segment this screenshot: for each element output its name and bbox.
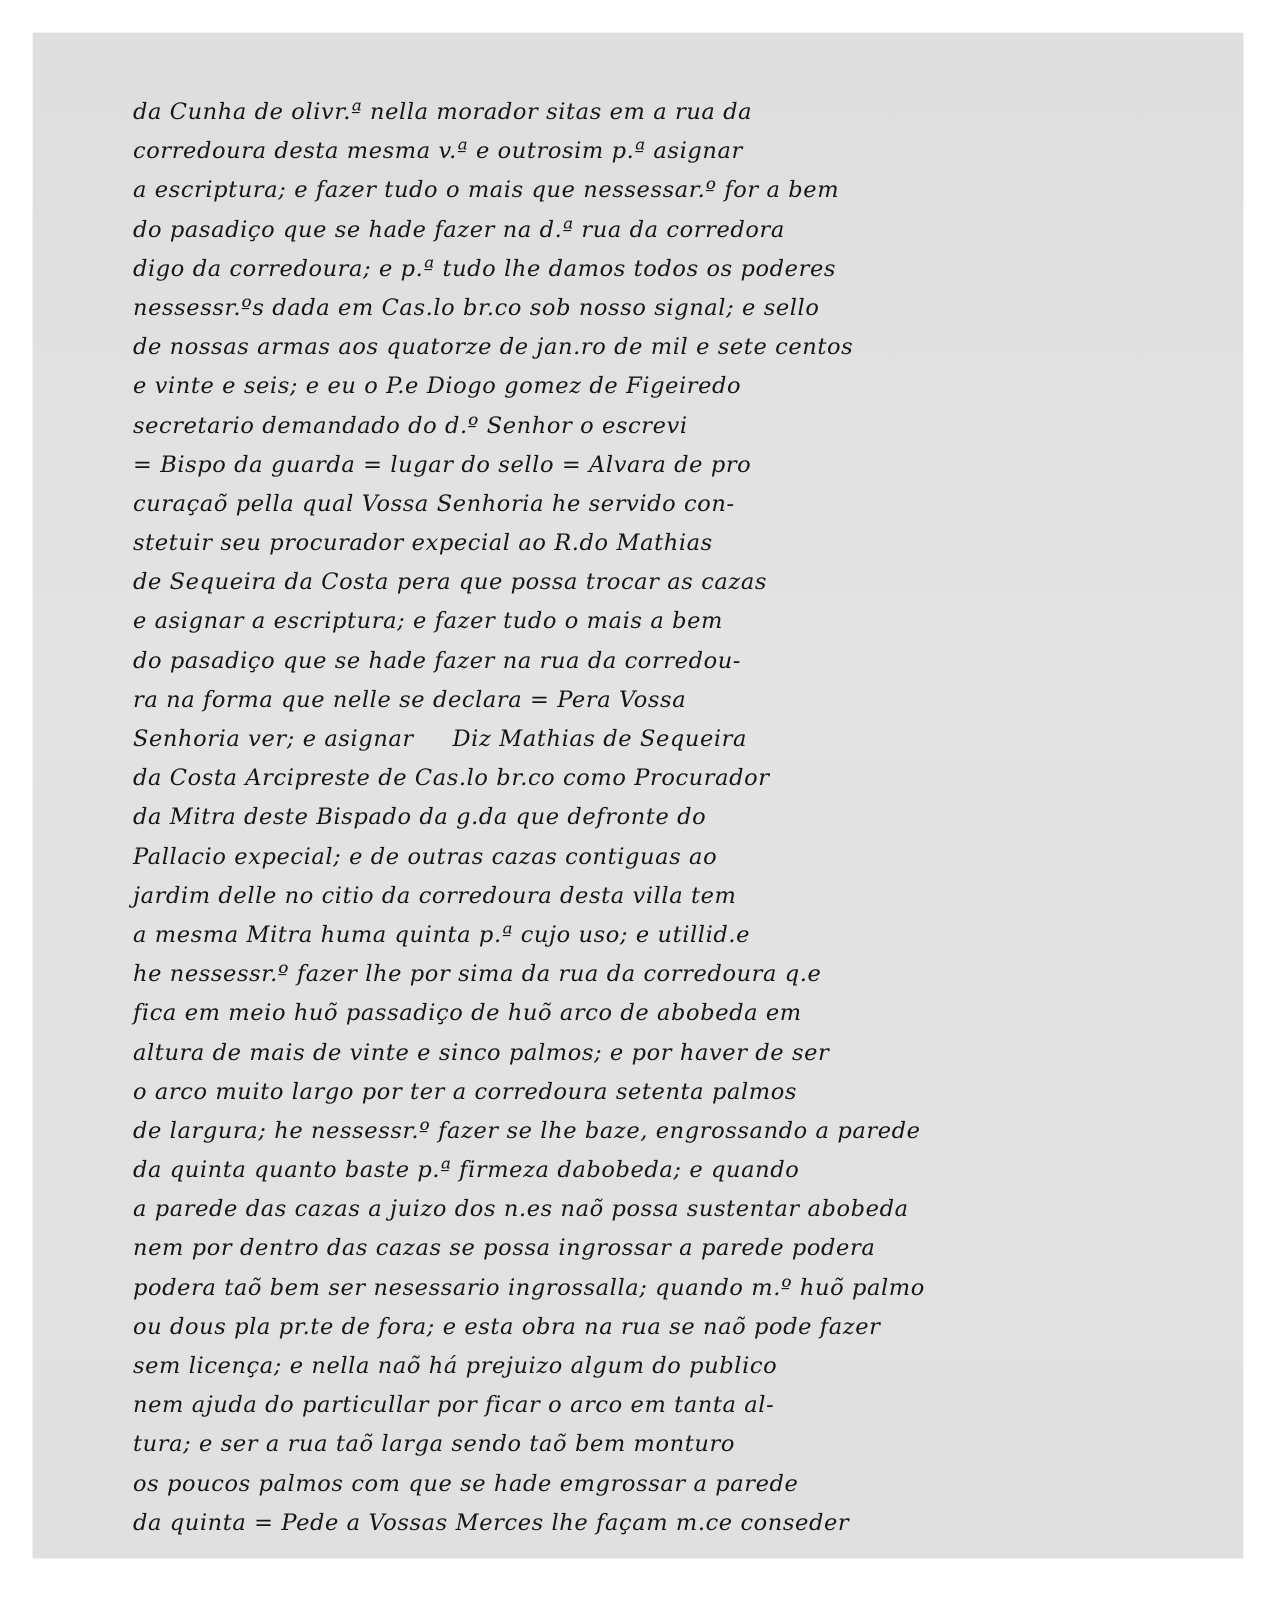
text-line: nessessr.ºs dada em Cas.lo br.co sob nosso signal; e sello bbox=[133, 294, 820, 321]
text-line: stetuir seu procurador expecial ao R.do Mathias bbox=[133, 530, 713, 557]
text-line: da quinta = Pede a Vossas Merces lhe façam m.ce conseder bbox=[133, 1509, 850, 1536]
text-line: nem ajuda do particullar por ficar o arco em tanta al- bbox=[133, 1392, 775, 1419]
text-line: da Costa Arcipreste de Cas.lo br.co como Procurador bbox=[133, 765, 770, 792]
text-line: do pasadiço que se hade fazer na d.ª rua da corredora bbox=[133, 216, 785, 243]
text-line: curaçaõ pella qual Vossa Senhoria he servido con- bbox=[133, 490, 735, 517]
text-line: e asignar a escriptura; e fazer tudo o mais a bem bbox=[133, 608, 723, 635]
document-page bbox=[33, 33, 1243, 1558]
text-line: tura; e ser a rua taõ larga sendo taõ bem monturo bbox=[133, 1431, 735, 1458]
text-line: altura de mais de vinte e sinco palmos; e por haver de ser bbox=[133, 1039, 830, 1066]
text-line: secretario demandado do d.º Senhor o escrevi bbox=[133, 412, 688, 439]
text-line: corredoura desta mesma v.ª e outrosim p.ª asignar bbox=[133, 138, 743, 165]
text-line: os poucos palmos com que se hade emgrossar a parede bbox=[133, 1470, 799, 1497]
text-line: o arco muito largo por ter a corredoura setenta palmos bbox=[133, 1078, 797, 1105]
text-line: fica em meio huõ passadiço de huõ arco de abobeda em bbox=[133, 1000, 802, 1027]
text-line: e vinte e seis; e eu o P.e Diogo gomez de Figeiredo bbox=[133, 373, 742, 400]
text-line: ou dous pla pr.te de fora; e esta obra na rua se naõ pode fazer bbox=[133, 1313, 881, 1340]
text-line: da Cunha de olivr.ª nella morador sitas em a rua da bbox=[133, 99, 753, 125]
text-line: Senhoria ver; e asignar Diz Mathias de Sequeira bbox=[133, 726, 748, 752]
text-line: ra na forma que nelle se declara = Pera Vossa bbox=[133, 686, 687, 713]
text-line: Pallacio expecial; e de outras cazas contiguas ao bbox=[133, 843, 718, 870]
text-line: he nessessr.º fazer lhe por sima da rua da corredoura q.e bbox=[133, 961, 822, 988]
text-line: podera taõ bem ser nesessario ingrossalla; quando m.º huõ palmo bbox=[133, 1274, 925, 1301]
text-line: de Sequeira da Costa pera que possa trocar as cazas bbox=[133, 569, 768, 596]
text-line: a mesma Mitra huma quinta p.ª cujo uso; e utillid.e bbox=[133, 921, 751, 948]
text-line: a parede das cazas a juizo dos n.es naõ possa sustentar abobeda bbox=[133, 1196, 909, 1223]
text-line: nem por dentro das cazas se possa ingrossar a parede podera bbox=[133, 1235, 876, 1262]
text-line: da Mitra deste Bispado da g.da que defronte do bbox=[133, 804, 707, 831]
text-line: jardim delle no citio da corredoura desta villa tem bbox=[133, 882, 737, 909]
text-line: do pasadiço que se hade fazer na rua da corredou- bbox=[133, 647, 742, 674]
text-line: de nossas armas aos quatorze de jan.ro de mil e sete centos bbox=[133, 334, 854, 361]
transcription-text bbox=[133, 93, 1133, 1543]
text-line: a escriptura; e fazer tudo o mais que nessessar.º for a bem bbox=[133, 177, 840, 204]
text-line: digo da corredoura; e p.ª tudo lhe damos todos os poderes bbox=[133, 255, 837, 282]
text-line: de largura; he nessessr.º fazer se lhe baze, engrossando a parede bbox=[133, 1117, 921, 1144]
text-line: da quinta quanto baste p.ª firmeza dabobeda; e quando bbox=[133, 1157, 800, 1184]
text-line: sem licença; e nella naõ há prejuizo algum do publico bbox=[133, 1353, 778, 1379]
text-line: = Bispo da guarda = lugar do sello = Alvara de pro bbox=[133, 451, 752, 478]
